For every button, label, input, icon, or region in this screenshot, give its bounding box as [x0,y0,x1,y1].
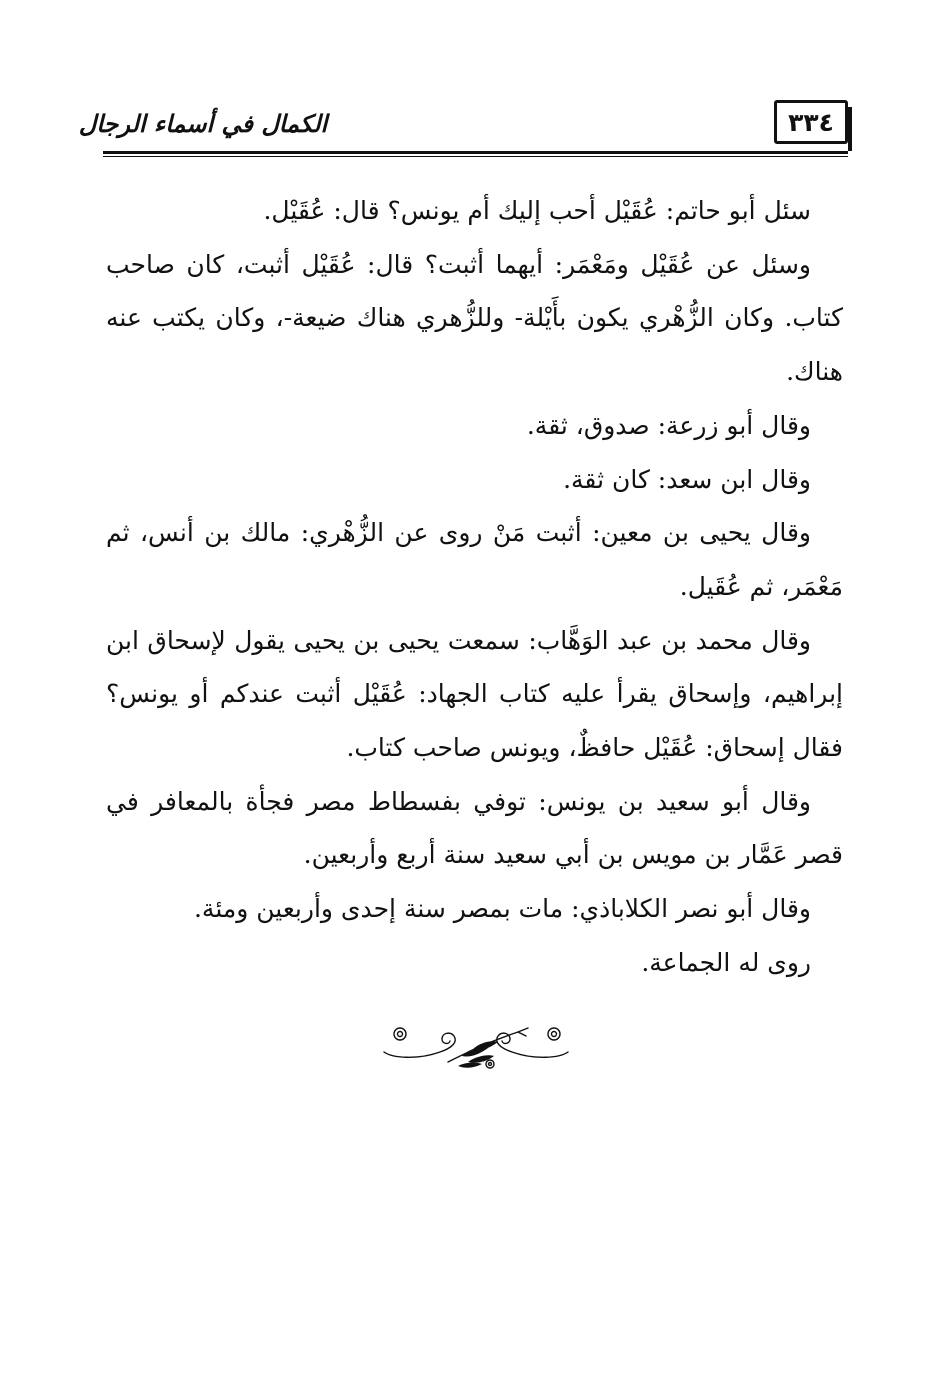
header-rule [103,151,848,154]
page-number: ٣٣٤ [774,100,848,144]
paragraph: وقال أبو زرعة: صدوق، ثقة. [526,410,811,440]
paragraph: روى له الجماعة. [641,947,811,977]
floral-divider-icon [378,1022,574,1070]
main-text [106,184,843,990]
running-header [78,96,848,156]
paragraph: وقال يحيى بن معين: أثبت مَنْ روى عن الزُّهْري: مالك بن أنس، ثم مَعْمَر، ثم عُقَيل. [106,518,843,601]
paragraph: وسئل عن عُقَيْل ومَعْمَر: أيهما أثبت؟ قال: عُقَيْل أثبت، كان صاحب كتاب. وكان الزُّهْري يكون بأَيْلة- وللزُّهري هناك ضيعة-، وكان يكتب عنه هناك. [106,249,843,387]
paragraph: وقال ابن سعد: كان ثقة. [563,464,811,494]
book-title: الكمال في أسماء الرجال [78,108,328,138]
paragraph: وقال أبو نصر الكلاباذي: مات بمصر سنة إحدى وأربعين ومئة. [193,894,811,924]
paragraph: وقال محمد بن عبد الوَهَّاب: سمعت يحيى بن يحيى يقول لإسحاق ابن إبراهيم، وإسحاق يقرأ عليه كتاب الجهاد: عُقَيْل أثبت عندكم أو يونس؟ فقال إسحاق: عُقَيْل حافظٌ، ويونس صاحب كتاب. [106,625,843,763]
header-rule-thin [103,156,848,157]
paragraph: سئل أبو حاتم: عُقَيْل أحب إليك أم يونس؟ قال: عُقَيْل. [263,196,811,225]
paragraph: وقال أبو سعيد بن يونس: توفي بفسطاط مصر فجأة بالمعافر في قصر عَمَّار بن مويس بن أبي سعيد سنة أربع وأربعين. [106,786,843,870]
